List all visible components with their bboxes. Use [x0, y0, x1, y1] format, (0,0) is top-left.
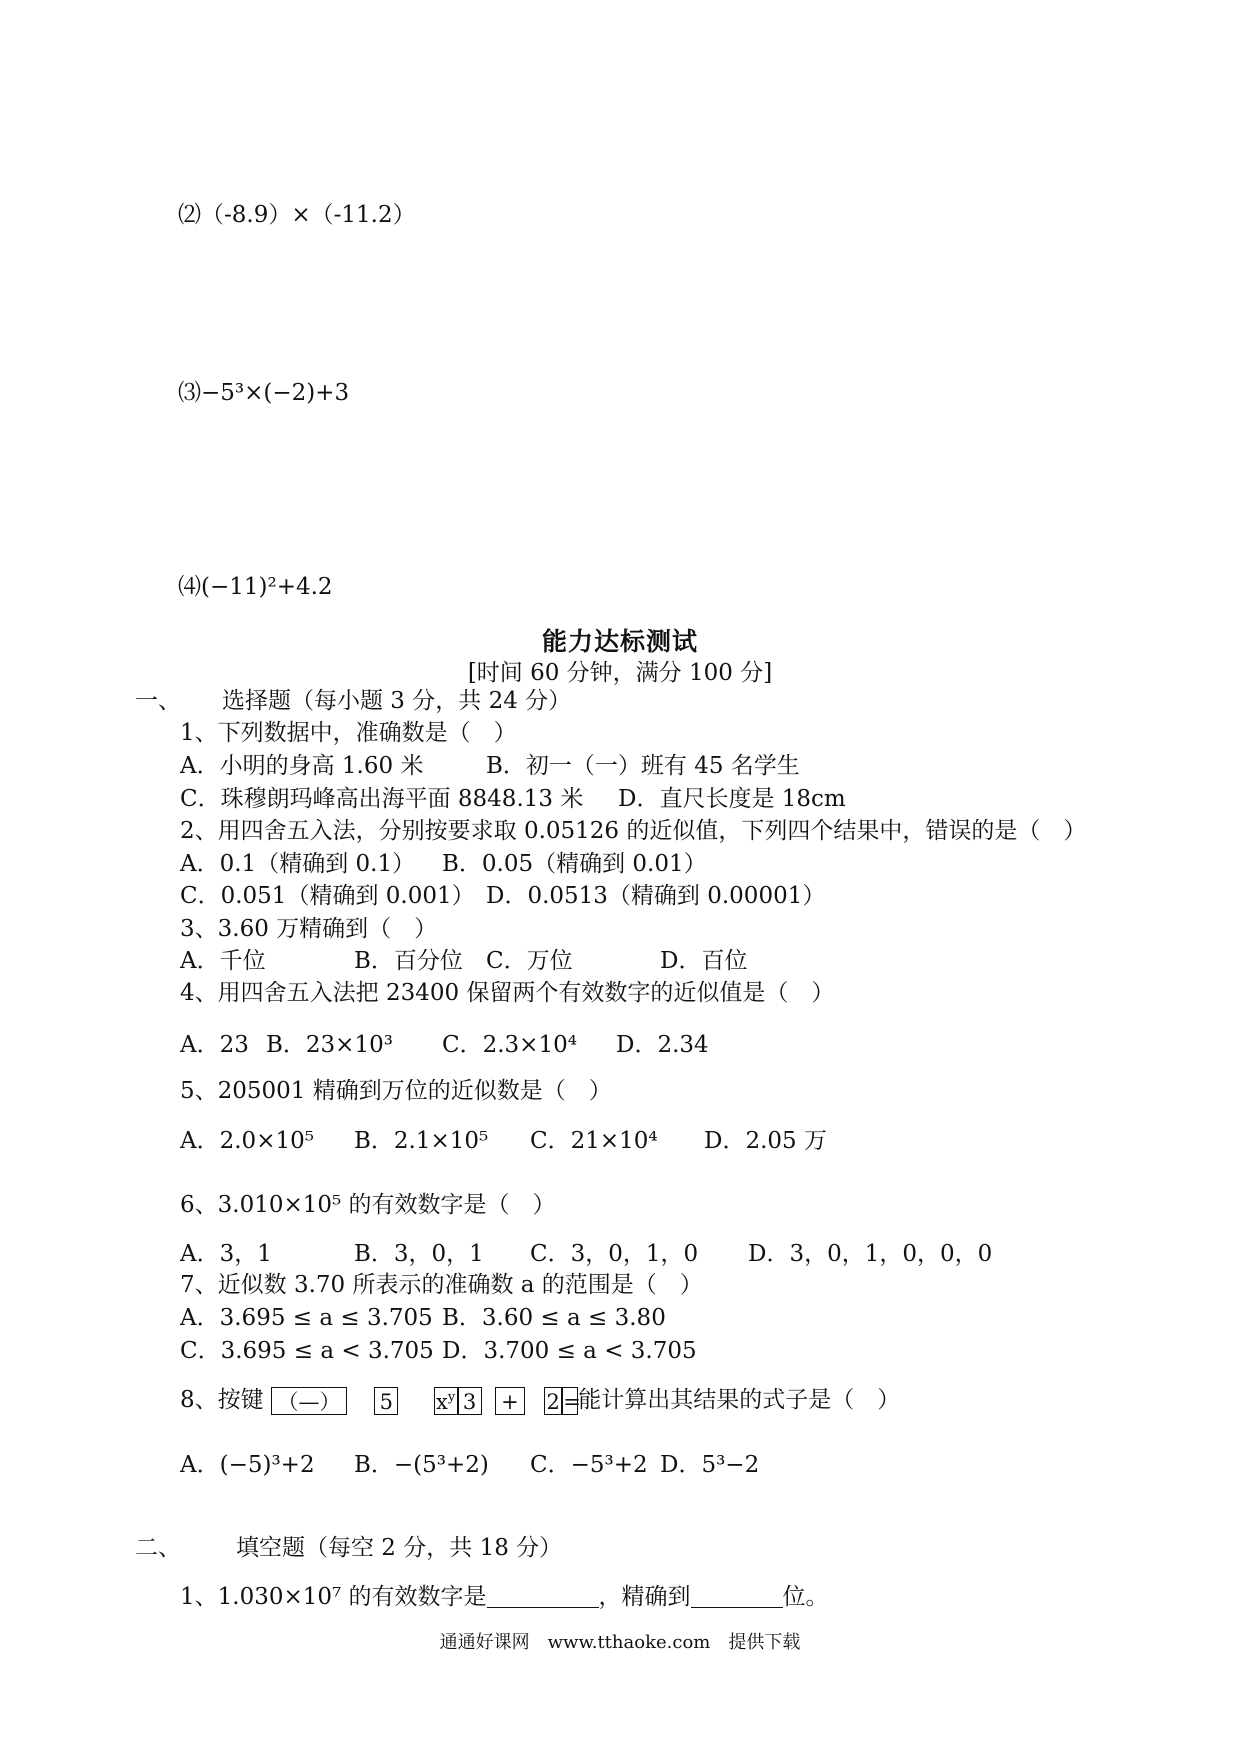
- section1-heading: 选择题（每小题 3 分，共 24 分）: [222, 688, 572, 714]
- q8-option-b: B．−(5³+2): [354, 1452, 489, 1478]
- q2-stem: 2、用四舍五入法，分别按要求取 0.05126 的近似值，下列四个结果中，错误的是（ ）: [180, 818, 1087, 844]
- fill-q1-part3: 位。: [782, 1584, 829, 1610]
- q6-option-b: B．3，0，1: [354, 1241, 484, 1267]
- q1-option-a: A．小明的身高 1.60 米: [180, 753, 424, 779]
- q8-suffix: 能计算出其结果的式子是（ ）: [578, 1387, 901, 1413]
- q3-option-d: D．百位: [660, 948, 748, 974]
- q4-option-c: C．2.3×10⁴: [442, 1032, 577, 1058]
- fill-q1: [180, 1582, 829, 1612]
- q6-stem: 6、3.010×10⁵ 的有效数字是（ ）: [180, 1192, 556, 1218]
- test-title: 能力达标测试: [541, 627, 698, 656]
- q7-option-b: B．3.60 ≤ a ≤ 3.80: [442, 1305, 666, 1331]
- q8-stem: [180, 1385, 900, 1415]
- q7-option-c: C．3.695 ≤ a < 3.705: [180, 1338, 434, 1364]
- q5-option-b: B．2.1×10⁵: [354, 1128, 489, 1154]
- problem-4: ⑷(−11)²+4.2: [178, 574, 333, 600]
- q2-option-b: B．0.05（精确到 0.01）: [442, 851, 707, 877]
- q4-option-b: B．23×10³: [266, 1032, 393, 1058]
- q1-option-b: B．初一（一）班有 45 名学生: [486, 753, 800, 779]
- q8-option-d: D．5³−2: [660, 1452, 760, 1478]
- key-power: $x^y$: [434, 1387, 458, 1415]
- answer-blank-2[interactable]: [691, 1583, 783, 1608]
- test-subtitle: [时间 60 分钟，满分 100 分]: [467, 660, 773, 686]
- q4-option-a: A．23: [180, 1032, 249, 1058]
- key-equals: =: [562, 1387, 578, 1415]
- q5-stem: 5、205001 精确到万位的近似数是（ ）: [180, 1078, 612, 1104]
- section1-number: 一、: [135, 688, 181, 714]
- q1-stem: 1、下列数据中，准确数是（ ）: [180, 720, 517, 746]
- section2-number: 二、: [135, 1535, 181, 1561]
- q7-option-a: A．3.695 ≤ a ≤ 3.705: [180, 1305, 433, 1331]
- q3-stem: 3、3.60 万精确到（ ）: [180, 916, 438, 942]
- q2-option-c: C．0.051（精确到 0.001）: [180, 883, 475, 909]
- q2-option-a: A．0.1（精确到 0.1）: [180, 851, 416, 877]
- q4-option-d: D．2.34: [616, 1032, 709, 1058]
- problem-3: ⑶−5³×(−2)+3: [178, 380, 350, 406]
- key-3: 3: [458, 1387, 482, 1415]
- section2-heading: 填空题（每空 2 分，共 18 分）: [236, 1535, 563, 1561]
- fill-q1-part1: 1、1.030×10⁷ 的有效数字是: [180, 1584, 487, 1610]
- q1-option-d: D．直尺长度是 18cm: [618, 786, 846, 812]
- q8-prefix: 8、按键: [180, 1387, 264, 1413]
- page-footer: 通通好课网 www.tthaoke.com 提供下载: [439, 1632, 801, 1653]
- q5-option-c: C．21×10⁴: [530, 1128, 658, 1154]
- fill-q1-part2: ，精确到: [598, 1584, 691, 1610]
- q8-option-c: C．−5³+2: [530, 1452, 648, 1478]
- answer-blank-1[interactable]: [487, 1583, 599, 1608]
- q3-option-a: A．千位: [180, 948, 266, 974]
- key-plus: +: [495, 1387, 525, 1415]
- problem-2: ⑵（-8.9）×（-11.2）: [178, 202, 416, 228]
- q8-option-a: A．(−5)³+2: [180, 1452, 315, 1478]
- q7-stem: 7、近似数 3.70 所表示的准确数 a 的范围是（ ）: [180, 1272, 703, 1298]
- q3-option-b: B．百分位: [354, 948, 463, 974]
- key-5: 5: [374, 1387, 398, 1415]
- q5-option-a: A．2.0×10⁵: [180, 1128, 314, 1154]
- key-2: 2: [544, 1387, 562, 1415]
- q6-option-d: D．3，0，1，0，0，0: [748, 1241, 993, 1267]
- q2-option-d: D．0.0513（精确到 0.00001）: [486, 883, 826, 909]
- q1-option-c: C．珠穆朗玛峰高出海平面 8848.13 米: [180, 786, 584, 812]
- q4-stem: 4、用四舍五入法把 23400 保留两个有效数字的近似值是（ ）: [180, 980, 835, 1006]
- q6-option-c: C．3，0，1，0: [530, 1241, 699, 1267]
- q3-option-c: C．万位: [486, 948, 573, 974]
- q5-option-d: D．2.05 万: [704, 1128, 827, 1154]
- key-negative: （—）: [271, 1387, 347, 1415]
- q6-option-a: A．3，1: [180, 1241, 272, 1267]
- q7-option-d: D．3.700 ≤ a < 3.705: [442, 1338, 697, 1364]
